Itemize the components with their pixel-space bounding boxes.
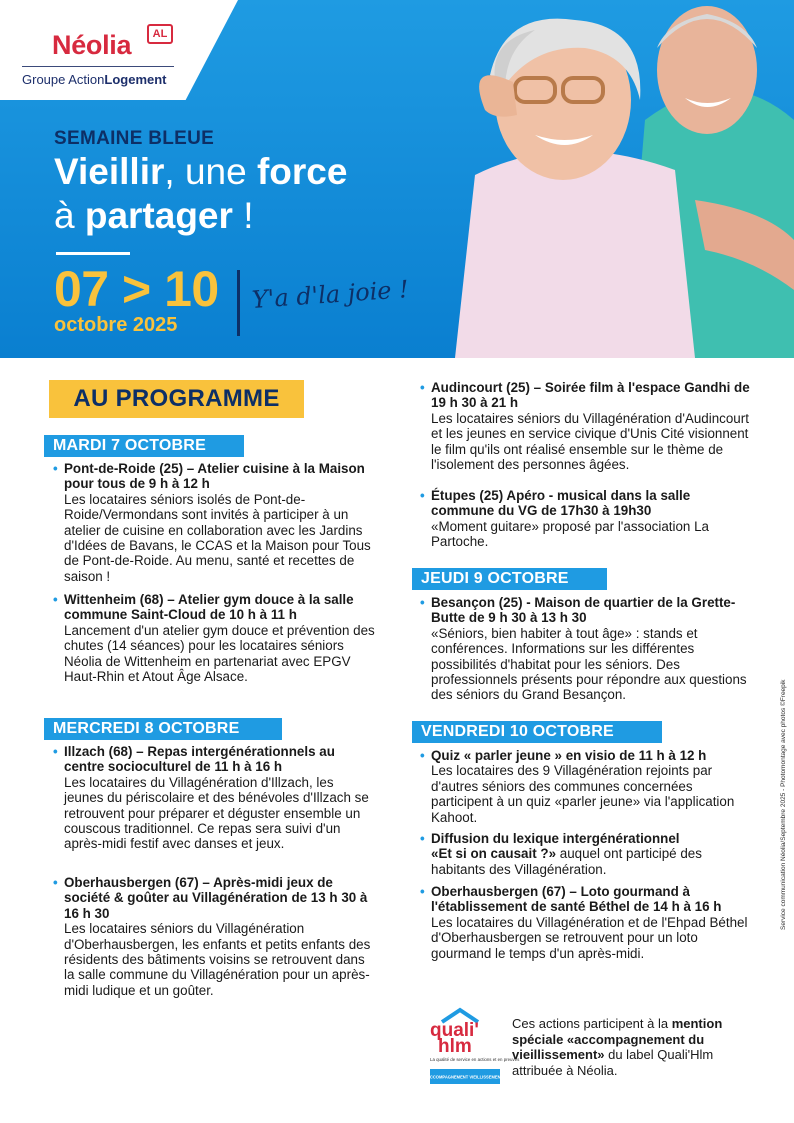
bullet: •: [420, 488, 425, 503]
bullet: •: [53, 592, 58, 607]
event-oberhausbergen-jeux: • Oberhausbergen (67) – Après-midi jeux de société & goûter au Villagénération de 13 h 30 à 16 h 30 Les locataires séniors du Villagénération d'Oberhausbergen, les enfants et petits enfants des résidents des bâtiments voisins se retrouvent dans la salle commune du Villagénération pour un après-midi ludique et un goûter.: [53, 875, 371, 998]
event-dates: 07 > 10: [54, 261, 219, 317]
logo-band: ACCOMPAGNEMENT VIEILLISSEMENT: [426, 1074, 504, 1080]
day-thursday: JEUDI 9 OCTOBRE: [412, 568, 607, 590]
action-logement-badge: AL: [147, 24, 173, 44]
event-quiz: • Quiz « parler jeune » en visio de 11 h à 12 h Les locataires des 9 Villagénération rejoints par d'autres séniors des communes concernées participent à un quiz «parler jeune» via l'application Kahoot.: [420, 748, 735, 825]
logo-word-hlm: hlm: [438, 1036, 472, 1057]
event-illzach: • Illzach (68) – Repas intergénérationnels au centre socioculturel de 11 h à 16 h Les locataires du Villagénération d'Illzach, les jeunes du périscolaire et des bénévoles d'Illzach se retrouvent pour préparer et déguster ensemble un couscous traditionnel. Ce repas sera suivi d'un après-midi festif avec danses et jeux.: [53, 744, 369, 852]
bullet: •: [420, 595, 425, 610]
event-kicker: SEMAINE BLEUE: [54, 128, 215, 149]
group-name: Groupe ActionLogement: [22, 72, 167, 87]
event-audincourt: • Audincourt (25) – Soirée film à l'espace Gandhi de 19 h 30 à 21 h Les locataires séniors du Villagénération d'Audincourt et les jeunes en service civique d'Unis Cité visionnent le film qu'ils ont réalisé ensemble sur le thème de l'isolement des personnes âgées.: [420, 380, 750, 473]
logo-divider: [22, 66, 174, 67]
quali-hlm-logo: [426, 1008, 520, 1086]
bullet: •: [53, 461, 58, 476]
neolia-logo: Néolia: [52, 30, 132, 60]
bullet: •: [420, 831, 425, 846]
bullet: •: [420, 748, 425, 763]
programme-heading: AU PROGRAMME: [49, 380, 304, 418]
event-lexique: • Diffusion du lexique intergénérationnel «Et si on causait ?» auquel ont participé des habitants des Villagénération.: [420, 831, 702, 877]
logo-word-quali: quali': [430, 1020, 479, 1041]
bullet: •: [420, 884, 425, 899]
tagline: Y'a d'la joie !: [251, 275, 410, 314]
event-month: octobre 2025: [54, 314, 178, 336]
bullet: •: [53, 875, 58, 890]
title-line-2: à partager !: [54, 195, 254, 236]
day-wednesday: MERCREDI 8 OCTOBRE: [44, 718, 282, 740]
title-underline: [56, 252, 130, 255]
event-oberhausbergen-loto: • Oberhausbergen (67) – Loto gourmand à l'établissement de santé Béthel de 14 h à 16 h Les locataires du Villagénération et de l'Ehpad Béthel d'Oberhausbergen se retrouvent pour un loto gourmand le temps d'un après-midi.: [420, 884, 748, 961]
hero-banner: [0, 0, 794, 358]
label-statement: Ces actions participent à la mention spéciale «accompagnement du vieillissement» du label Quali'Hlm attribuée à Néolia.: [512, 1016, 723, 1078]
event-wittenheim: • Wittenheim (68) – Atelier gym douce à la salle commune Saint-Cloud de 10 h à 11 h Lancement d'un atelier gym douce et prévention des chutes (14 séances) pour les locataires séniors Néolia de Wittenheim en partenariat avec EPGV Haut-Rhin et Atout Âge Alsace.: [53, 592, 375, 685]
logo-tagline: La qualité de service en actions et en preuves: [430, 1057, 520, 1062]
event-etupes: • Étupes (25) Apéro - musical dans la salle commune du VG de 17h30 à 19h30 «Moment guitare» proposé par l'association La Partoche.: [420, 488, 709, 550]
title-line-1: Vieillir, une force: [54, 151, 348, 192]
bullet: •: [53, 744, 58, 759]
event-pontderoide: • Pont-de-Roide (25) – Atelier cuisine à la Maison pour tous de 9 h à 12 h Les locataires séniors isolés de Pont-de-Roide/Vermondans sont invités à participer à un atelier de cuisine en collaboration avec les Jardins d'Idées de Bavans, le CCAS et la Maison pour Tous de Pont-de-Roide. Au menu, santé et recettes de saison !: [53, 461, 371, 584]
day-friday: VENDREDI 10 OCTOBRE: [412, 721, 662, 743]
seniors-photo: [395, 0, 794, 358]
day-tuesday: MARDI 7 OCTOBRE: [44, 435, 244, 457]
credit-line: Service communication Néolia/Septembre 2025 - Photomontage avec photos ©Freepik: [780, 679, 787, 930]
event-besancon: • Besançon (25) - Maison de quartier de la Grette-Butte de 9 h 30 à 13 h 30 «Séniors, bien habiter à tout âge» : stands et conférences. Informations sur les différentes possibilités d'habitat pour les séniors. Des professionnels présents pour répondre aux questions des séniors du Grand Besançon.: [420, 595, 747, 703]
bullet: •: [420, 380, 425, 395]
date-separator: [237, 270, 240, 336]
